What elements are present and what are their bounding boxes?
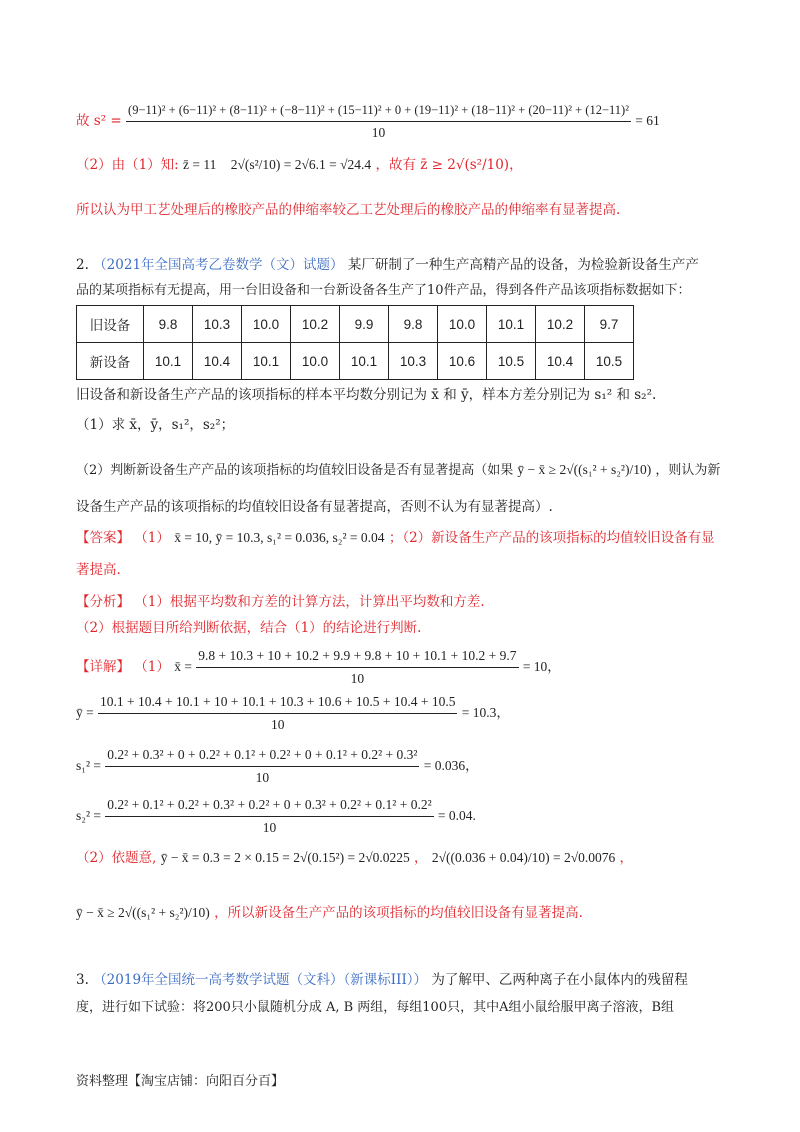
q2-sub1: （1）求 x̄，ȳ，s₁²，s₂²； (76, 417, 235, 433)
answer: 【答案】 （1） x̄ = 10, ȳ = 10.3, s₁² = 0.036, s₂² = 0.04 ；（2）新设备生产产品的该项指标的均值较旧设备有显 (76, 530, 715, 546)
prev-part2: （2）由（1）知: z̄ = 11 2√(s²/10) = 2√6.1 = √24.4 ，故有 z̄ ≥ 2√(s²/10)， (76, 157, 523, 173)
q2-sub2: （2）判断新设备生产产品的该项指标的均值较旧设备是否有显著提高（如果 ȳ − x̄ ≥ 2√((s₁² + s₂²)/10) ，则认为新 (76, 462, 721, 478)
row-label: 新设备 (77, 343, 144, 380)
q2-source: （2021年全国高考乙卷数学（文）试题） (93, 257, 344, 273)
q2-condition: ȳ − x̄ ≥ 2√((s₁² + s₂²)/10) (517, 462, 652, 477)
q2-stem-line2: 品的某项指标有无提高，用一台旧设备和一台新设备各生产了10件产品，得到各件产品该项指标数据如下： (76, 283, 691, 298)
prev-summary: 所以认为甲工艺处理后的橡胶产品的伸缩率较乙工艺处理后的橡胶产品的伸缩率有显著提高. (76, 202, 621, 218)
detail-part2: （2）依题意, ȳ − x̄ = 0.3 = 2 × 0.15 = 2√(0.15²) = 2√0.0225 ， 2√((0.036 + 0.04)/10) = 2√0.0076 ， (76, 850, 634, 866)
detail-xbar: 【详解】 （1） x̄ = $\frac{9.8 + 10.3 + 10 + 10.2 + 9.9 + 9.8 + 10 + 10.1 + 10.2 + 9.7}{10}$ = 10， (76, 648, 561, 686)
detail-ybar: ȳ = 10.1 + 10.4 + 10.1 + 10 + 10.1 + 10.3 + 10.6 + 10.5 + 10.4 + 10.5 10 = 10.3， (76, 694, 510, 732)
table-row: 新设备 10.1 10.4 10.1 10.0 10.1 10.3 10.6 10.5 10.4 10.5 (77, 343, 634, 380)
analysis: 【分析】 （1）根据平均数和方差的计算方法，计算出平均数和方差. (76, 594, 485, 610)
q2-sub2-cont: 设备生产产品的该项指标的均值较旧设备有显著提高，否则不认为有显著提高）. (76, 499, 553, 515)
q3-stem-line1: 3. （2019年全国统一高考数学试题（文科）（新课标III）） 为了解甲、乙两种离子在小鼠体内的残留程 (76, 972, 688, 988)
detail-tag: 【详解】 (76, 659, 130, 675)
q2-after-table: 旧设备和新设备生产产品的该项指标的样本平均数分别记为 x̄ 和 ȳ，样本方差分别记为 s₁² 和 s₂². (76, 387, 657, 403)
detail-s1: s₁² = 0.2² + 0.3² + 0 + 0.2² + 0.1² + 0.2² + 0 + 0.1² + 0.2² + 0.3² 10 = 0.036， (76, 747, 479, 785)
q3-source: （2019年全国统一高考数学试题（文科）（新课标III）） (93, 972, 428, 988)
variance-equation: 故 s² = (9−11)² + (6−11)² + (8−11)² + (−8−11)² + (15−11)² + 0 + (19−11)² + (18−11)² + (20−11)² + (12−11)² 10 = 61 (76, 100, 660, 143)
data-table (76, 305, 634, 380)
footer-note: 资料整理【淘宝店铺：向阳百分百】 (76, 1074, 285, 1089)
detail-s2: s₂² = 0.2² + 0.1² + 0.2² + 0.3² + 0.2² + 0 + 0.3² + 0.2² + 0.1² + 0.2² 10 = 0.04. (76, 797, 476, 835)
analysis-tag: 【分析】 (76, 594, 130, 610)
table-row: 旧设备 9.8 10.3 10.0 10.2 9.9 9.8 10.0 10.1 10.2 9.7 (77, 306, 634, 343)
detail-final: ȳ − x̄ ≥ 2√((s₁² + s₂²)/10) ，所以新设备生产产品的该项指标的均值较旧设备有显著提高. (76, 905, 583, 921)
q2-stem-line1: 2. （2021年全国高考乙卷数学（文）试题） 某厂研制了一种生产高精产品的设备，为检验新设备生产产 (76, 257, 699, 273)
q3-stem-line2: 度，进行如下试验：将200只小鼠随机分成 A, B 两组，每组100只，其中A组小鼠给服甲离子溶液，B组 (76, 1000, 675, 1015)
row-label: 旧设备 (77, 306, 144, 343)
answer-tag: 【答案】 (76, 530, 130, 546)
variance-numerator: (9−11)² + (6−11)² + (8−11)² + (−8−11)² + (15−11)² + 0 + (19−11)² + (18−11)² + (20−11)² + (12−11)² (126, 100, 631, 122)
